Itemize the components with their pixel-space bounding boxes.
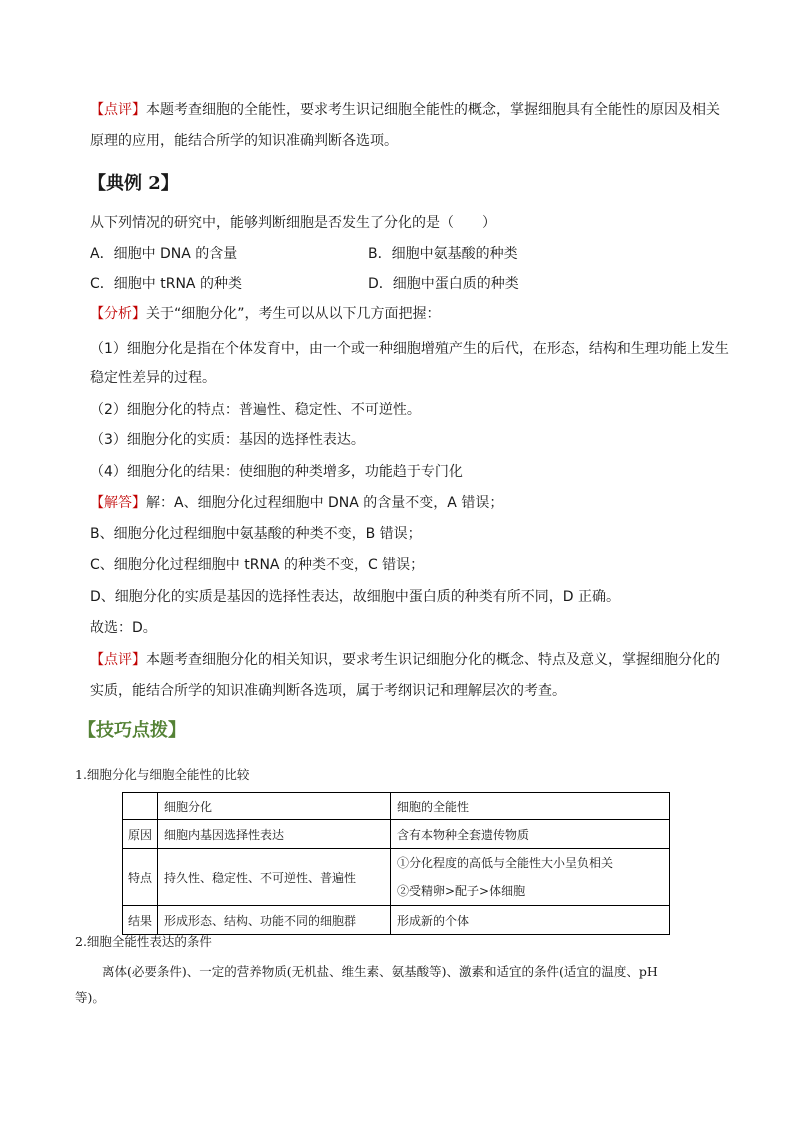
answer-c: C、细胞分化过程细胞中 tRNA 的种类不变，C 错误； bbox=[90, 557, 425, 573]
answer-choice: 故选：D。 bbox=[90, 620, 157, 636]
row-diff: 形成形态、结构、功能不同的细胞群 bbox=[158, 906, 391, 935]
question-text: 从下列情况的研究中，能够判断细胞是否发生了分化的是（ ） bbox=[90, 215, 496, 231]
totip-point-2: ②受精卵>配子>体细胞 bbox=[397, 884, 526, 898]
option-c: C．细胞中 tRNA 的种类 bbox=[90, 276, 242, 292]
row-totip: 形成新的个体 bbox=[391, 906, 670, 935]
table-header-totip: 细胞的全能性 bbox=[391, 793, 670, 820]
condition-line1: 离体(必要条件)、一定的营养物质(无机盐、维生素、氨基酸等)、激素和适宜的条件(适宜的温度、pH bbox=[102, 964, 658, 979]
tips-title1: 1.细胞分化与细胞全能性的比较 bbox=[75, 767, 250, 782]
comparison-table bbox=[122, 792, 670, 935]
option-b: B．细胞中氨基酸的种类 bbox=[368, 246, 518, 262]
row-label: 特点 bbox=[123, 849, 158, 906]
table-row bbox=[123, 906, 670, 935]
table-row bbox=[123, 849, 670, 906]
option-a: A．细胞中 DNA 的含量 bbox=[90, 246, 238, 262]
comment2-line1: 【点评】本题考查细胞分化的相关知识，要求考生识记细胞分化的概念、特点及意义，掌握细胞分化的 bbox=[90, 652, 720, 668]
comment1-line1: 【点评】本题考查细胞的全能性，要求考生识记细胞全能性的概念，掌握细胞具有全能性的原因及相关 bbox=[90, 102, 720, 118]
row-totip bbox=[391, 849, 670, 906]
row-totip: 含有本物种全套遗传物质 bbox=[391, 820, 670, 849]
table-row bbox=[123, 820, 670, 849]
example-heading: 【典例 2】 bbox=[88, 173, 179, 194]
table-header-row bbox=[123, 793, 670, 820]
analysis-p4: （4）细胞分化的结果：使细胞的种类增多，功能趋于专门化 bbox=[90, 464, 463, 480]
row-label: 结果 bbox=[123, 906, 158, 935]
analysis-intro: 【分析】关于“细胞分化”，考生可以从以下几方面把握： bbox=[90, 306, 441, 322]
analysis-p1-line2: 稳定性差异的过程。 bbox=[90, 370, 216, 386]
analysis-p3: （3）细胞分化的实质：基因的选择性表达。 bbox=[90, 432, 365, 448]
row-diff: 持久性、稳定性、不可逆性、普遍性 bbox=[158, 849, 391, 906]
analysis-tag: 【分析】 bbox=[90, 306, 146, 322]
analysis-p2: （2）细胞分化的特点：普遍性、稳定性、不可逆性。 bbox=[90, 402, 421, 418]
comment-tag: 【点评】 bbox=[90, 102, 146, 118]
answer-d: D、细胞分化的实质是基因的选择性表达，故细胞中蛋白质的种类有所不同，D 正确。 bbox=[90, 589, 621, 605]
totip-point-1: ①分化程度的高低与全能性大小呈负相关 bbox=[397, 856, 614, 870]
analysis-p1-line1: （1）细胞分化是指在个体发育中，由一个或一种细胞增殖产生的后代，在形态，结构和生理功能上发生 bbox=[90, 341, 729, 357]
tips-heading: 【技巧点拨】 bbox=[78, 720, 186, 741]
condition-line2: 等)。 bbox=[75, 990, 105, 1005]
tips-title2: 2.细胞全能性表达的条件 bbox=[75, 934, 212, 949]
row-diff: 细胞内基因选择性表达 bbox=[158, 820, 391, 849]
row-label: 原因 bbox=[123, 820, 158, 849]
answer-tag: 【解答】 bbox=[90, 495, 146, 511]
comment2-line2: 实质，能结合所学的知识准确判断各选项，属于考纲识记和理解层次的考查。 bbox=[90, 683, 566, 699]
comment-tag: 【点评】 bbox=[90, 652, 146, 668]
table-header-empty bbox=[123, 793, 158, 820]
comment1-line2: 原理的应用，能结合所学的知识准确判断各选项。 bbox=[90, 133, 398, 149]
table-header-diff: 细胞分化 bbox=[158, 793, 391, 820]
answer-a: 【解答】解：A、细胞分化过程细胞中 DNA 的含量不变，A 错误； bbox=[90, 495, 504, 511]
option-d: D．细胞中蛋白质的种类 bbox=[368, 276, 519, 292]
answer-b: B、细胞分化过程细胞中氨基酸的种类不变，B 错误； bbox=[90, 526, 422, 542]
